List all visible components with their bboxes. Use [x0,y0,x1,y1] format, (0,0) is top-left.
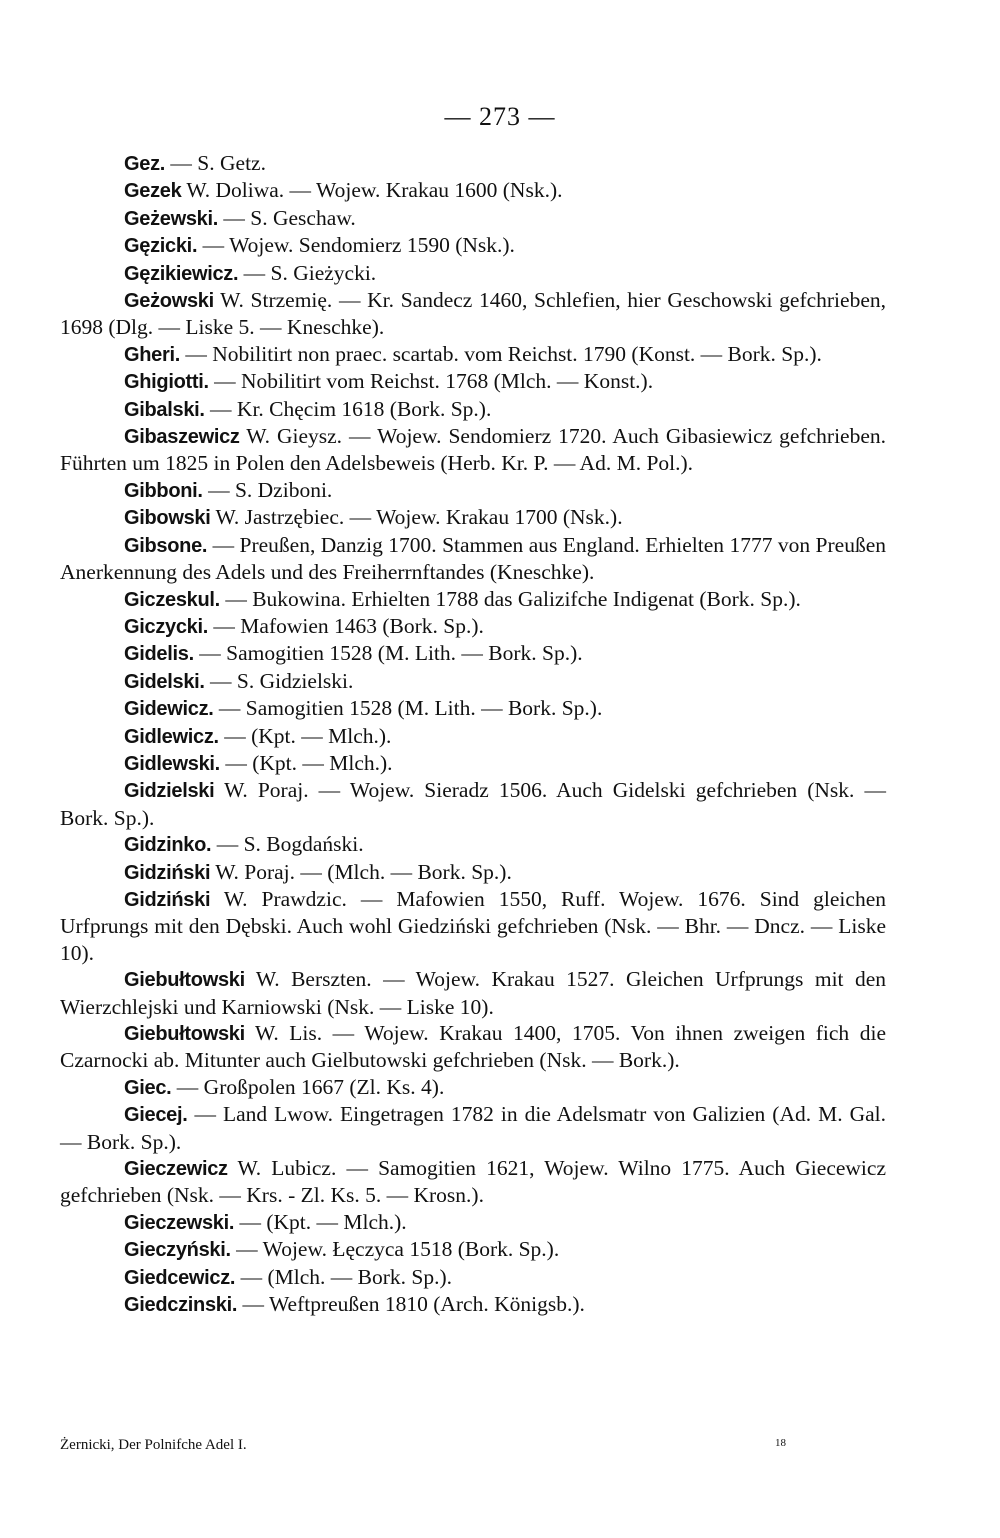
entry-text: — (Kpt. — Mlch.). [234,1209,407,1234]
entry-text: — S. Gieżycki. [238,260,377,285]
entry-text: W. Berszten. — Wojew. Krakau 1527. Gleichen Urfprungs mit den Wierzchlejski und Karniowski (Nsk. — Liske 10). [60,967,886,1019]
entry-heading: Gidzinko. [124,834,212,857]
entry-heading: Gęzikiewicz. [124,262,239,285]
entry [60,287,886,341]
entry-heading: Gezek [124,180,182,203]
entry-heading: Gidelis. [124,643,194,666]
entry-heading: Gidziński [124,888,211,911]
entry-heading: Gibsone. [124,534,208,557]
footer-sheet-number: 18 [775,1437,786,1449]
entry-text: — Weftpreußen 1810 (Arch. Königsb.). [237,1292,585,1317]
entry [60,750,886,777]
entry-heading: Giebułtowski [124,1023,245,1045]
entry [60,396,886,423]
entry [60,723,886,750]
entry-heading: Gidelski. [124,670,205,693]
entry-text: — Nobilitirt vom Reichst. 1768 (Mlch. — Konst.). [208,369,654,394]
entry-text: — Bukowina. Erhielten 1788 das Galizifche Indigenat (Bork. Sp.). [219,586,801,611]
entry-heading: Gidewicz. [124,698,214,721]
entry-heading: Gieczyński. [124,1239,231,1262]
entry-heading: Gieczewski. [124,1211,235,1234]
entry [60,532,886,586]
entry [60,966,886,1020]
entry-text: — S. Bogdański. [211,832,364,857]
entry [60,777,886,831]
entry [60,504,886,531]
entry [60,260,886,287]
entry-text: W. Poraj. — (Mlch. — Bork. Sp.). [210,859,512,884]
entry-heading: Gidlewicz. [124,725,219,748]
entry-text: W. Strzemię. — Kr. Sandecz 1460, Schlefien, hier Geschowski gefchrieben, 1698 (Dlg. — Liske 5. — Kneschke). [60,288,886,340]
entry-text: W. Poraj. — Wojew. Sieradz 1506. Auch Gidelski gefchrieben (Nsk. — Bork. Sp.). [60,778,886,830]
entry-text: — (Mlch. — Bork. Sp.). [235,1264,452,1289]
entry [60,150,886,177]
entry-heading: Gieczewicz [124,1158,228,1181]
entry [60,668,886,695]
entry [60,613,886,640]
entry-text: — S. Getz. [165,151,266,175]
entry-heading: Gęzicki. [124,235,198,258]
entry [60,1155,886,1209]
entry-heading: Gibalski. [124,398,205,421]
page-number: — 273 — [444,102,556,131]
entry-text: W. Jastrzębiec. — Wojew. Krakau 1700 (Nsk.). [210,505,623,530]
entry-text: — Samogitien 1528 (M. Lith. — Bork. Sp.). [213,696,603,721]
entry-heading: Gidlewski. [124,752,220,775]
entry [60,1209,886,1236]
entry-list [60,150,886,1318]
entry-heading: Gez. [124,153,166,175]
entry-text: — S. Gidzielski. [204,668,354,693]
page-footer [60,1437,786,1454]
entry-heading: Giebułtowski [124,969,245,992]
entry [60,423,886,477]
entry-text: — Preußen, Danzig 1700. Stammen aus England. Erhielten 1777 von Preußen Anerkennung des Adels und des Freiherrnftandes (Kneschke). [60,532,886,585]
entry-heading: Gidzielski [124,780,215,803]
entry-heading: Giec. [124,1076,172,1099]
entry [60,1101,886,1155]
entry-heading: Ghigiotti. [124,371,209,394]
entry-heading: Giczeskul. [124,588,220,611]
entry-heading: Gheri. [124,343,180,366]
entry-heading: Giedcewicz. [124,1266,236,1289]
entry [60,477,886,504]
entry [60,586,886,613]
entry [60,1291,886,1318]
entry [60,859,886,886]
entry-text: W. Prawdzic. — Mafowien 1550, Ruff. Wojew. 1676. Sind gleichen Urfprungs mit den Dębski. Auch wohl Giedziński gefchrieben (Nsk. — Bhr. — Dncz. — Liske 10). [60,886,886,965]
entry [60,232,886,259]
entry [60,1264,886,1291]
entry [60,177,886,204]
entry-heading: Giczycki. [124,615,209,638]
entry-text: — Großpolen 1667 (Zl. Ks. 4). [171,1074,445,1099]
entry [60,1020,886,1074]
entry [60,1236,886,1263]
entry-text: — (Kpt. — Mlch.). [219,750,393,775]
entry-text: W. Gieysz. — Wojew. Sendomierz 1720. Auch Gibasiewicz gefchrieben. Führten um 1825 in Polen den Adelsbeweis (Herb. Kr. P. — Ad. M. Pol.). [60,424,886,476]
entry-text: W. Doliwa. — Wojew. Krakau 1600 (Nsk.). [181,178,563,203]
entry-heading: Geżowski [124,290,214,313]
entry-heading: Gibowski [124,507,211,530]
entry-heading: Gidziński [124,861,211,884]
entry-text: — (Kpt. — Mlch.). [218,723,392,748]
entry-text: — Nobilitirt non praec. scartab. vom Reichst. 1790 (Konst. — Bork. Sp.). [180,341,822,366]
entry [60,886,886,966]
entry [60,640,886,667]
entry-text: W. Lis. — Wojew. Krakau 1400, 1705. Von ihnen zweigen fich die Czarnocki ab. Mitunter auch Gielbutowski gefchrieben (Nsk. — Bork.). [60,1021,886,1073]
entry-text: — S. Dziboni. [202,477,333,502]
entry-heading: Gibboni. [124,479,203,502]
entry-text: — Samogitien 1528 (M. Lith. — Bork. Sp.). [193,641,583,666]
entry [60,695,886,722]
footer-signature: Żernicki, Der Polnifche Adel I. [60,1437,247,1453]
entry-text: — Kr. Chęcim 1618 (Bork. Sp.). [204,396,492,421]
entry-heading: Gibaszewicz [124,426,240,449]
entry [60,831,886,858]
entry-text: W. Lubicz. — Samogitien 1621, Wojew. Wilno 1775. Auch Giecewicz gefchrieben (Nsk. — Krs. - Zl. Ks. 5. — Krosn.). [60,1156,886,1208]
entry-heading: Geżewski. [124,207,219,230]
entry [60,205,886,232]
entry [60,341,886,368]
entry-text: — S. Geschaw. [218,205,356,230]
entry-text: — Mafowien 1463 (Bork. Sp.). [208,613,484,638]
entry-text: — Wojew. Sendomierz 1590 (Nsk.). [197,233,515,258]
entry-text: — Wojew. Łęczyca 1518 (Bork. Sp.). [230,1237,560,1262]
entry [60,368,886,395]
entry-text: — Land Lwow. Eingetragen 1782 in die Adelsmatr von Galizien (Ad. M. Gal. — Bork. Sp.). [60,1102,886,1154]
entry-heading: Giedczinski. [124,1294,238,1317]
entry [60,1074,886,1101]
entry-heading: Giecej. [124,1104,188,1127]
